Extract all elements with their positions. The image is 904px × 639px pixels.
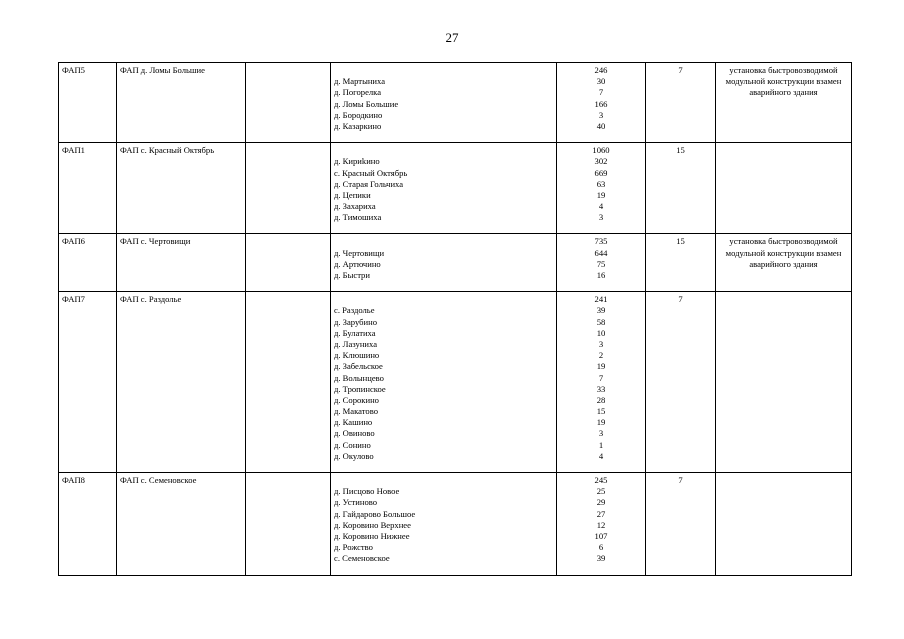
population-total: 1060 (592, 145, 610, 156)
distance-cell (646, 473, 716, 576)
settlement-name: д. Писцово Новое (334, 486, 400, 497)
settlement-spacer (334, 294, 553, 305)
empty-cell (246, 143, 331, 234)
facility-name-cell (117, 234, 246, 292)
settlement-population: 58 (596, 316, 606, 327)
settlement-population: 166 (594, 98, 608, 109)
settlement-population: 669 (594, 167, 608, 178)
settlement-population: 33 (596, 383, 606, 394)
settlement-population: 30 (596, 76, 606, 87)
table-row (59, 234, 852, 292)
settlement-name: д. Окулово (334, 450, 374, 461)
settlement-population: 644 (594, 247, 608, 258)
settlement-name: д. Сорокино (334, 394, 379, 405)
settlements-cell (331, 473, 557, 576)
settlement-name: д. Тропинское (334, 383, 386, 394)
table-row (59, 63, 852, 143)
facility-name: ФАП с. Раздолье (120, 294, 182, 305)
settlement-name: д. Овиново (334, 428, 375, 439)
settlement-name: д. Устиново (334, 497, 378, 508)
settlement-name: д. Кашино (334, 417, 373, 428)
settlement-population: 29 (596, 497, 606, 508)
settlement-population: 3 (598, 212, 604, 223)
settlement-name: д. Зарубино (334, 316, 378, 327)
settlement-name: д. Цепики (334, 189, 371, 200)
facility-name: ФАП с. Красный Октябрь (120, 145, 215, 156)
note-cell (716, 292, 852, 473)
settlement-name: с. Раздолье (334, 305, 375, 316)
settlement-population: 107 (594, 530, 608, 541)
settlement-name: д. Макатово (334, 406, 378, 417)
facility-code: ФАП6 (62, 236, 85, 247)
empty-cell (246, 473, 331, 576)
settlement-name: д. Казаркино (334, 120, 382, 131)
population-cell (557, 473, 646, 576)
settlement-population: 3 (598, 428, 604, 439)
settlement-name: д. Мартыниха (334, 76, 386, 87)
facility-name-cell (117, 143, 246, 234)
settlement-name: д. Клюшино (334, 350, 380, 361)
settlement-name: д. Коровино Нижнее (334, 530, 410, 541)
population-cell (557, 63, 646, 143)
distance-cell (646, 63, 716, 143)
settlements-cell (331, 292, 557, 473)
settlement-population: 7 (598, 87, 604, 98)
settlement-population: 19 (596, 361, 606, 372)
facility-code: ФАП8 (62, 475, 85, 485)
settlement-name: д. Тимошиха (334, 212, 382, 223)
facility-code-cell (59, 234, 117, 292)
page-number: 27 (445, 30, 459, 45)
facility-code: ФАП5 (62, 65, 85, 75)
settlement-name: д. Сонино (334, 439, 371, 450)
facilities-table (58, 62, 852, 576)
settlement-name: д. Забельское (334, 361, 383, 372)
note-cell (716, 143, 852, 234)
settlement-population: 2 (598, 350, 604, 361)
facility-code-cell (59, 143, 117, 234)
facility-code-cell (59, 473, 117, 576)
settlement-name: д. Погорелка (334, 87, 382, 98)
settlement-population: 4 (598, 201, 604, 212)
settlement-population: 6 (598, 542, 604, 553)
settlement-name: д. Старая Гольчиха (334, 178, 404, 189)
empty-cell (246, 292, 331, 473)
settlement-name: д. Захариха (334, 201, 376, 212)
settlement-spacer (334, 145, 553, 156)
settlement-population: 27 (596, 508, 606, 519)
settlement-population: 19 (596, 189, 606, 200)
settlement-population: 63 (596, 178, 606, 189)
settlement-name: д. Чертовищи (334, 247, 385, 258)
note-text: установка быстровозводимой модульной конструкции взамен аварийного здания (725, 236, 842, 269)
empty-cell (246, 234, 331, 292)
settlement-name: д. Ломы Большие (334, 98, 399, 109)
settlement-spacer (334, 475, 553, 486)
settlement-name: д. Рожство (334, 542, 373, 553)
distance-cell (646, 292, 716, 473)
settlement-name: д. Бородкино (334, 109, 383, 120)
facility-code-cell (59, 63, 117, 143)
settlement-population: 7 (598, 372, 604, 383)
distance-value: 7 (678, 294, 683, 305)
population-cell (557, 234, 646, 292)
settlement-population: 12 (596, 519, 606, 530)
table-row (59, 473, 852, 576)
distance-value: 15 (676, 145, 685, 156)
facility-code: ФАП7 (62, 294, 85, 305)
distance-cell (646, 234, 716, 292)
settlement-name: д. Быстри (334, 270, 370, 280)
settlement-population: 19 (596, 417, 606, 428)
facility-name-cell (117, 292, 246, 473)
population-total: 245 (594, 475, 608, 485)
settlement-name: д. Коровино Верхнее (334, 519, 411, 530)
facility-name-cell (117, 63, 246, 143)
population-cell (557, 292, 646, 473)
distance-cell (646, 143, 716, 234)
settlement-name: д. Булатиха (334, 327, 376, 338)
note-cell (716, 234, 852, 292)
settlement-population: 10 (596, 327, 606, 338)
settlement-population: 15 (596, 406, 606, 417)
population-total: 241 (594, 294, 608, 305)
settlement-population: 1 (598, 439, 604, 450)
facility-name: ФАП с. Чертовищи (120, 236, 191, 247)
settlement-population: 75 (596, 258, 606, 269)
note-text: установка быстровозводимой модульной конструкции взамен аварийного здания (725, 65, 842, 98)
distance-value: 15 (676, 236, 685, 247)
note-cell (716, 473, 852, 576)
distance-value: 7 (678, 65, 683, 75)
settlement-spacer (334, 65, 553, 76)
settlement-name: д. Гайдарово Большое (334, 508, 416, 519)
settlement-name: с. Семеновское (334, 553, 390, 564)
distance-value: 7 (678, 475, 683, 485)
facility-name: ФАП д. Ломы Большие (120, 65, 205, 75)
facility-name: ФАП с. Семеновское (120, 475, 197, 485)
settlements-cell (331, 143, 557, 234)
settlements-cell (331, 63, 557, 143)
settlement-population: 16 (596, 270, 606, 280)
facility-code: ФАП1 (62, 145, 85, 156)
settlement-name: д. Артючино (334, 258, 381, 269)
population-total: 735 (594, 236, 608, 247)
facility-name-cell (117, 473, 246, 576)
settlement-population: 3 (598, 109, 604, 120)
settlement-population: 28 (596, 394, 606, 405)
settlement-spacer (334, 236, 553, 247)
settlement-population: 25 (596, 486, 606, 497)
settlement-population: 40 (596, 120, 606, 131)
table-body (59, 63, 852, 576)
settlement-population: 302 (594, 156, 608, 167)
settlement-population: 39 (596, 305, 606, 316)
table-row (59, 143, 852, 234)
settlement-population: 4 (598, 450, 604, 461)
settlement-name: д. Кириkино (334, 156, 380, 167)
facility-code-cell (59, 292, 117, 473)
population-total: 246 (594, 65, 608, 75)
settlements-cell (331, 234, 557, 292)
settlement-name: д. Лазуниха (334, 338, 378, 349)
settlement-population: 39 (596, 553, 606, 564)
settlement-name: с. Красный Октябрь (334, 167, 408, 178)
note-cell (716, 63, 852, 143)
settlement-name: д. Волынцево (334, 372, 384, 383)
population-cell (557, 143, 646, 234)
empty-cell (246, 63, 331, 143)
settlement-population: 3 (598, 338, 604, 349)
table-row (59, 292, 852, 473)
